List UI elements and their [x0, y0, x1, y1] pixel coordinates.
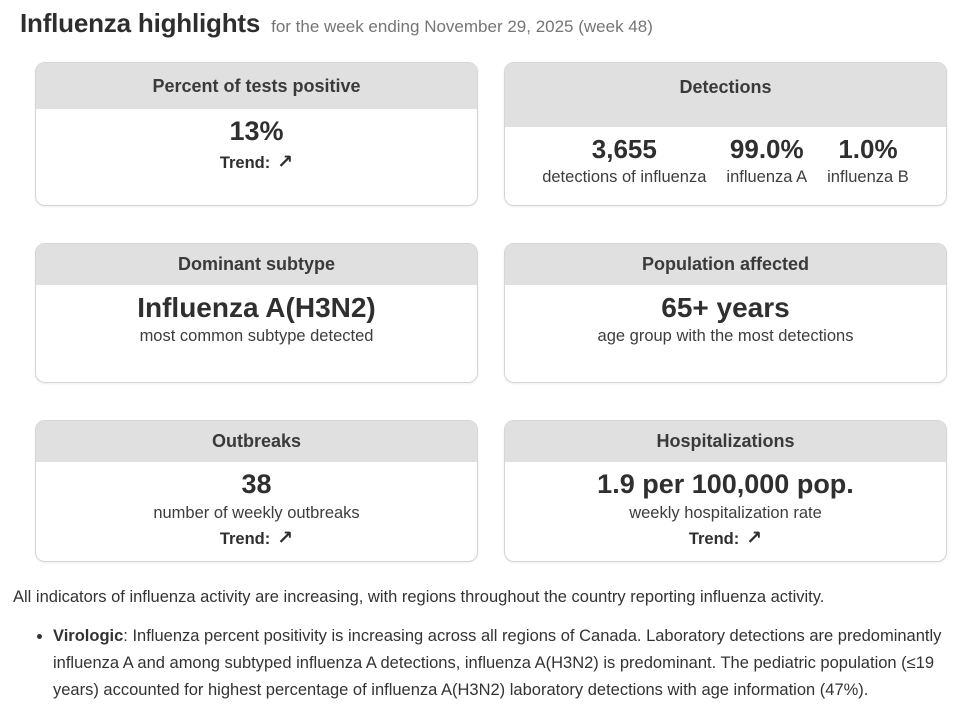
card-dominant-subtype: [35, 243, 478, 383]
hospitalizations-trend: [505, 527, 946, 549]
influenza-a-value: 99.0%: [729, 134, 804, 164]
trend-label: Trend:: [219, 530, 271, 548]
page-subtitle: for the week ending November 29, 2025 (week 48): [271, 17, 653, 36]
detections-total-stat: [542, 134, 706, 188]
card-detections: [504, 62, 947, 206]
summary-intro: All indicators of influenza activity are increasing, with regions throughout the country reporting influenza activity.: [13, 588, 825, 606]
card-header-dominant-subtype: Dominant subtype: [36, 244, 477, 285]
hospitalizations-label: weekly hospitalization rate: [629, 504, 822, 522]
page-header: [20, 8, 975, 39]
percent-positive-value: 13%: [229, 116, 284, 146]
card-header-hospitalizations: Hospitalizations: [505, 421, 946, 462]
influenza-b-value: 1.0%: [838, 134, 898, 164]
influenza-b-label: influenza B: [827, 168, 909, 186]
influenza-a-stat: [726, 134, 807, 188]
card-header-percent-tests-positive: Percent of tests positive: [36, 63, 477, 109]
card-body-dominant-subtype: [36, 285, 477, 347]
card-percent-tests-positive: [35, 62, 478, 206]
influenza-highlights-page: [0, 8, 975, 720]
card-header-detections: Detections: [505, 63, 946, 127]
hospitalizations-value: 1.9 per 100,000 pop.: [597, 469, 854, 499]
summary-bullet-list: [0, 623, 961, 704]
bullet-term: Virologic: [53, 627, 124, 645]
card-header-population-affected: Population affected: [505, 244, 946, 285]
trend-up-icon: ↗: [277, 527, 294, 549]
card-body-hospitalizations: [505, 462, 946, 549]
outbreaks-value: 38: [241, 469, 272, 499]
card-body-population-affected: [505, 285, 946, 347]
page-title: Influenza highlights: [20, 8, 261, 38]
outbreaks-label: number of weekly outbreaks: [153, 504, 360, 522]
bullet-virologic: [53, 623, 961, 704]
influenza-a-label: influenza A: [726, 168, 808, 186]
card-outbreaks: [35, 420, 478, 562]
dominant-subtype-label: most common subtype detected: [139, 327, 374, 345]
card-header-outbreaks: Outbreaks: [36, 421, 477, 462]
card-population-affected: [504, 243, 947, 383]
outbreaks-trend: [36, 527, 477, 549]
trend-label: Trend:: [688, 530, 740, 548]
trend-label: Trend:: [219, 154, 271, 172]
bullet-text: : Influenza percent positivity is increasing across all regions of Canada. Laboratory detections are predominantly influenza A and among subtyped influenza A detections, influenza A(H3N2) is predominant. The pediatric population (≤19 years) accounted for highest percentage of influenza A(H3N2) laboratory detections with age information (47%).: [53, 627, 942, 699]
influenza-b-stat: [827, 134, 909, 188]
population-affected-label: age group with the most detections: [597, 327, 854, 345]
percent-positive-trend: [36, 151, 477, 173]
card-body-detections: [505, 127, 946, 188]
card-hospitalizations: [504, 420, 947, 562]
card-body-outbreaks: [36, 462, 477, 549]
card-body-percent-tests-positive: [36, 109, 477, 173]
highlight-cards-grid: [35, 62, 947, 562]
trend-up-icon: ↗: [277, 151, 294, 173]
detections-total-value: 3,655: [591, 134, 657, 164]
population-affected-value: 65+ years: [661, 292, 790, 323]
detections-total-label: detections of influenza: [542, 168, 707, 186]
trend-up-icon: ↗: [746, 527, 763, 549]
dominant-subtype-value: Influenza A(H3N2): [137, 292, 376, 323]
